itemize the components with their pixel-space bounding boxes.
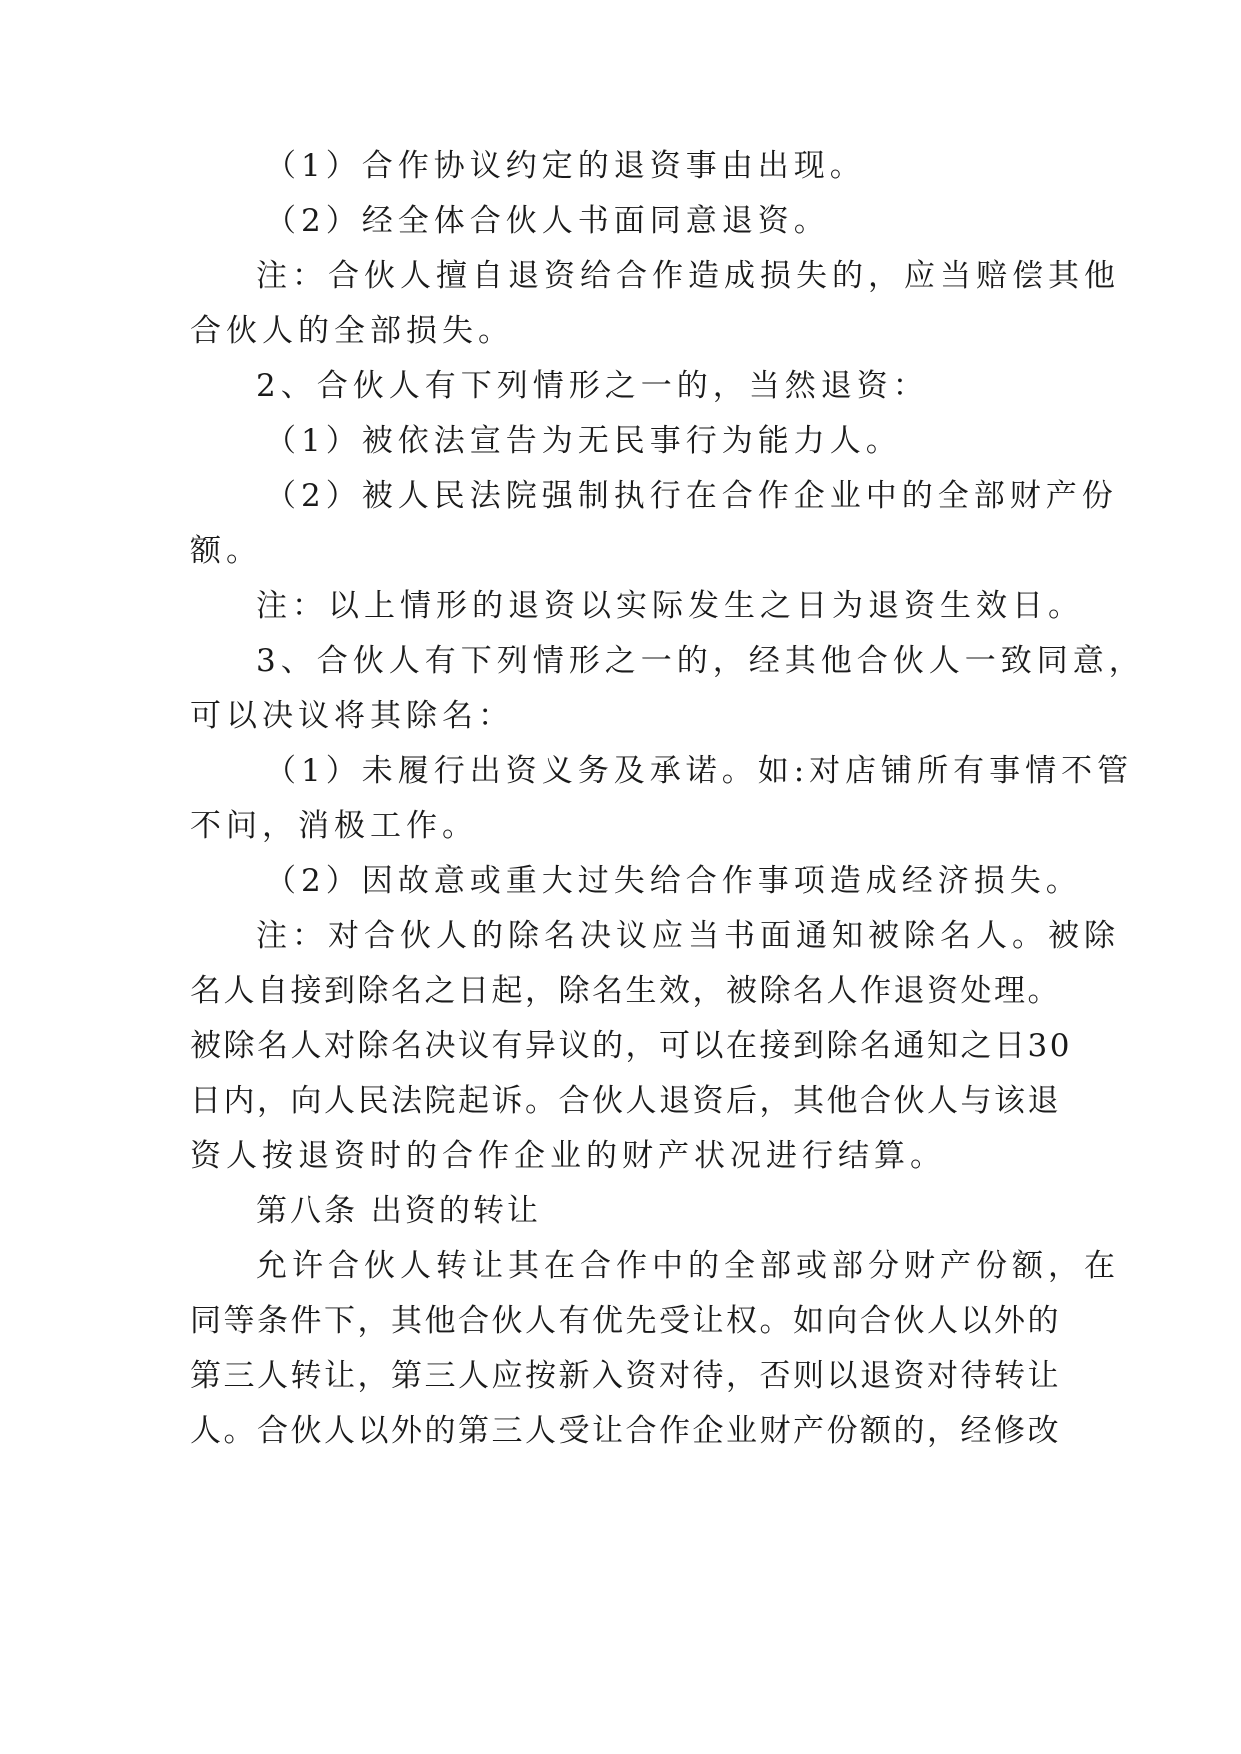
text-line: 名人自接到除名之日起，除名生效，被除名人作退资处理。	[190, 973, 1061, 1009]
text-line: （2）因故意或重大过失给合作事项造成经济损失。	[265, 863, 1082, 899]
text-line: 第三人转让，第三人应按新入资对待，否则以退资对待转让	[190, 1358, 1061, 1394]
text-line: 人。合伙人以外的第三人受让合作企业财产份额的，经修改	[190, 1413, 1061, 1449]
text-line: 注：合伙人擅自退资给合作造成损失的，应当赔偿其他	[256, 258, 1120, 294]
section-title: 第八条 出资的转让	[256, 1193, 541, 1229]
text-line: 资人按退资时的合作企业的财产状况进行结算。	[190, 1138, 946, 1174]
text-line: 允许合伙人转让其在合作中的全部或部分财产份额，在	[256, 1248, 1120, 1284]
text-line: （1）被依法宣告为无民事行为能力人。	[265, 423, 902, 459]
text-line: 3、合伙人有下列情形之一的，经其他合伙人一致同意，	[256, 643, 1145, 679]
text-line: 被除名人对除名决议有异议的，可以在接到除名通知之日30	[190, 1028, 1072, 1064]
text-line: 不问，消极工作。	[190, 808, 478, 844]
text-line: 日内，向人民法院起诉。合伙人退资后，其他合伙人与该退	[190, 1083, 1061, 1119]
text-line: （2）被人民法院强制执行在合作企业中的全部财产份	[265, 478, 1118, 514]
text-line: （2）经全体合伙人书面同意退资。	[265, 203, 830, 239]
text-line: 注：对合伙人的除名决议应当书面通知被除名人。被除	[256, 918, 1120, 954]
text-line: （1）合作协议约定的退资事由出现。	[265, 148, 866, 184]
text-line: 可以决议将其除名：	[190, 698, 514, 734]
text-line: 2、合伙人有下列情形之一的，当然退资：	[256, 368, 929, 404]
text-line: 注：以上情形的退资以实际发生之日为退资生效日。	[256, 588, 1084, 624]
text-line: 同等条件下，其他合伙人有优先受让权。如向合伙人以外的	[190, 1303, 1061, 1339]
text-line: （1）未履行出资义务及承诺。如:对店铺所有事情不管	[265, 753, 1134, 789]
text-line: 额。	[190, 533, 262, 569]
text-line: 合伙人的全部损失。	[190, 313, 514, 349]
